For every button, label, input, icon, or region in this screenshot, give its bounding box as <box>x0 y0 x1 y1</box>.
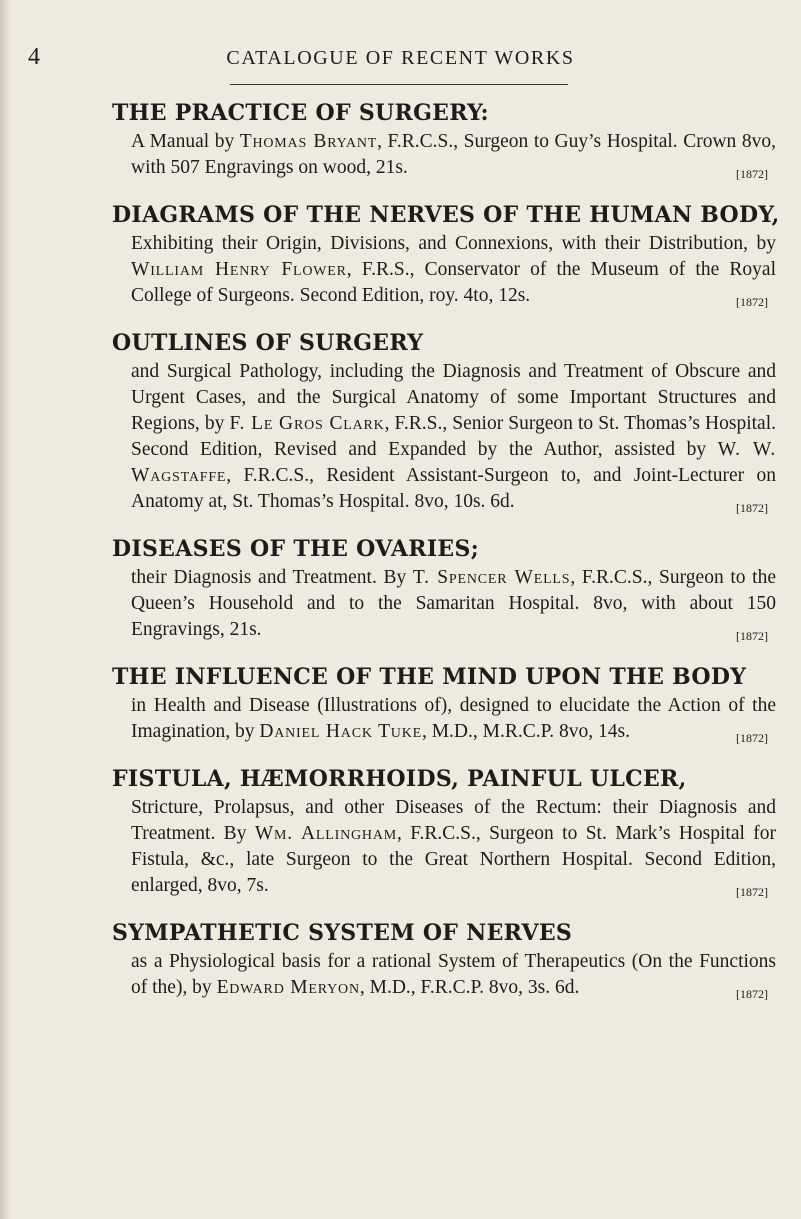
page-number: 4 <box>28 44 40 70</box>
entry-title: SYMPATHETIC SYSTEM OF NERVES <box>112 920 573 946</box>
entry-title: THE INFLUENCE OF THE MIND UPON THE BODY <box>112 664 747 690</box>
entry-title: THE PRACTICE OF SURGERY: <box>112 100 489 126</box>
entry-author: Daniel Hack Tuke <box>259 721 422 742</box>
entry-text: Exhibiting their Origin, Divisions, and Connexions, with their Distribution, by <box>131 233 776 254</box>
entry-date: [1872] <box>736 885 768 899</box>
entry-date: [1872] <box>736 987 768 1001</box>
entry-author: William Henry Flower <box>131 259 347 280</box>
entry-title: OUTLINES OF SURGERY <box>112 330 424 356</box>
page-binding-shadow <box>0 0 12 1219</box>
header-rule <box>230 84 568 85</box>
entry-date: [1872] <box>736 295 768 309</box>
entry-title: FISTULA, HÆMORRHOIDS, PAINFUL ULCER, <box>112 766 687 792</box>
entry-text: , M.D., M.R.C.P. 8vo, 14s. <box>421 721 630 742</box>
entry-description <box>131 693 776 745</box>
entry-title: DISEASES OF THE OVARIES; <box>112 536 480 562</box>
entry-description <box>131 359 776 515</box>
catalogue-entry <box>112 98 797 181</box>
entry-text: A Manual by <box>131 131 240 152</box>
entry-text: , F.R.C.S., Resident Assistant-Surgeon to, and Joint-Lecturer on Anatomy at, St. Thomas’s Hospital. 8vo, 10s. 6d. <box>131 465 776 512</box>
entry-author: Wm. Allingham <box>254 823 397 844</box>
entry-date: [1872] <box>736 731 768 745</box>
entry-text: and Surgical Pathology, including the Diagnosis and Treatment of Obscure and Urgent Cases, and the Surgical Anatomy of some Important Structures and Regions, by <box>131 361 776 434</box>
entry-description <box>131 949 776 1001</box>
entry-text: , F.R.S., Senior Surgeon to St. Thomas’s Hospital. Second Edition, Revised and Expanded by the Author, assisted by <box>131 413 776 460</box>
entry-author: Thomas Bryant <box>239 131 378 152</box>
entry-description <box>131 129 776 181</box>
catalogue-entry <box>112 764 797 899</box>
entry-text: , F.R.C.S., Surgeon to Guy’s Hospital. Crown 8vo, with 507 Engravings on wood, 21s. <box>131 131 776 178</box>
entry-description <box>131 795 776 899</box>
entry-text: , F.R.C.S., Surgeon to the Queen’s Household and to the Samaritan Hospital. 8vo, with about 150 Engravings, 21s. <box>131 567 777 640</box>
entry-text: , M.D., F.R.C.P. 8vo, 3s. 6d. <box>359 977 580 998</box>
page-header <box>0 44 801 84</box>
catalogue-entry <box>112 200 797 309</box>
entry-text: , F.R.S., Conservator of the Museum of the Royal College of Surgeons. Second Edition, roy. 4to, 12s. <box>131 259 776 306</box>
entry-author: T. Spencer Wells <box>412 567 571 588</box>
entry-text: Stricture, Prolapsus, and other Diseases of the Rectum: their Diagnosis and Treatment. By <box>131 797 776 844</box>
entry-title: DIAGRAMS OF THE NERVES OF THE HUMAN BODY, <box>112 202 780 228</box>
entry-text: their Diagnosis and Treatment. By <box>131 567 413 588</box>
entry-date: [1872] <box>736 501 768 515</box>
running-head: CATALOGUE OF RECENT WORKS <box>226 47 575 69</box>
entry-description <box>131 231 776 309</box>
catalogue-entry <box>112 534 797 643</box>
entry-description <box>131 565 776 643</box>
entry-text: in Health and Disease (Illustrations of), designed to elucidate the Action of the Imagination, by <box>131 695 776 742</box>
entry-date: [1872] <box>736 167 768 181</box>
entry-date: [1872] <box>736 629 768 643</box>
entry-author: F. Le Gros Clark <box>229 413 385 434</box>
entry-author: W. W. Wagstaffe <box>131 439 776 486</box>
catalogue-entry <box>112 662 797 745</box>
catalogue-list <box>112 98 797 1020</box>
entry-text: as a Physiological basis for a rational System of Therapeutics (On the Functions of the), by <box>131 951 776 998</box>
catalogue-entry <box>112 918 797 1001</box>
entry-text: , F.R.C.S., Surgeon to St. Mark’s Hospital for Fistula, &c., late Surgeon to the Great Northern Hospital. Second Edition, enlarged, 8vo, 7s. <box>131 823 777 896</box>
catalogue-entry <box>112 328 797 515</box>
entry-author: Edward Meryon <box>216 977 360 998</box>
